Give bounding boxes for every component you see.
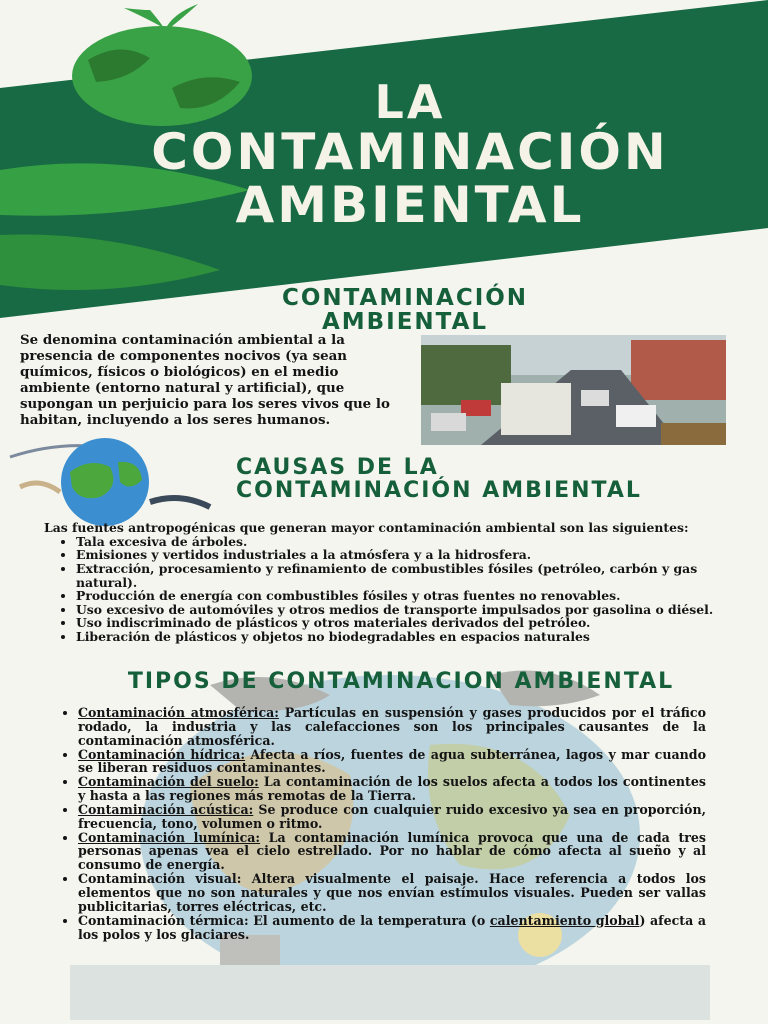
section3-heading: TIPOS DE CONTAMINACION AMBIENTAL (127, 669, 675, 694)
list-item: • Uso excesivo de automóviles y otros medios de transporte impulsados por gasolina o diésel. (76, 603, 744, 617)
list-item (78, 914, 706, 942)
types-section (46, 706, 706, 941)
list-item (78, 775, 706, 803)
list-item: • Liberación de plásticos y objetos no biodegradables en espacios naturales (76, 630, 744, 644)
section1-heading-line1: CONTAMINACIÓN (281, 285, 529, 311)
type-term: Contaminación hídrica: (78, 746, 246, 762)
list-item (78, 803, 706, 831)
causes-list (44, 535, 744, 644)
section2-heading-line2: CONTAMINACIÓN AMBIENTAL (236, 478, 642, 504)
type-text: Contaminación térmica: El aumento de la temperatura (o (78, 912, 490, 928)
title-line-1: LA (374, 75, 446, 129)
section1-body: Se denomina contaminación ambiental a la presencia de componentes nocivos (ya sean químicos, físicos o biológicos) en el medio ambiente (entorno natural y artificial), que supongan un perjuicio para los seres vivos que lo habitan, incluyendo a los seres humanos. (20, 332, 390, 429)
type-term: Contaminación del suelo: (78, 774, 259, 790)
list-item (78, 748, 706, 776)
list-item (78, 831, 706, 873)
list-item: • Emisiones y vertidos industriales a la atmósfera y a la hidrosfera. (76, 548, 744, 562)
list-item: • Uso indiscriminado de plásticos y otros materiales derivados del petróleo. (76, 616, 744, 630)
type-term: Contaminación acústica: (78, 801, 254, 817)
traffic-photo (421, 335, 726, 445)
section2-heading-line1: CAUSAS DE LA (236, 455, 439, 480)
type-text: La contaminación de los suelos afecta a todos los continentes y hasta a las regiones más remotas de la Tierra. (78, 774, 706, 804)
type-text: Partículas en suspensión y gases producidos por el tráfico rodado, la industria y las calefacciones son los principales causantes de la contaminación atmosférica. (78, 705, 706, 748)
section1-heading (240, 286, 570, 334)
type-text: ) afecta a los polos y los glaciares. (78, 912, 706, 942)
list-item: • Extracción, procesamiento y refinamiento de combustibles fósiles (petróleo, carbón y gas natural). (76, 562, 744, 589)
types-list (46, 706, 706, 941)
type-term: Contaminación lumínica: (78, 829, 261, 845)
type-text: Se produce con cualquier ruido excesivo ya sea en proporción, frecuencia, tono, volumen o ritmo. (78, 801, 706, 831)
list-item (78, 872, 706, 914)
list-item (78, 706, 706, 748)
type-term: Contaminación atmosférica: (78, 705, 279, 720)
list-item: • Tala excesiva de árboles. (76, 535, 744, 549)
earth-globe-icon (0, 432, 222, 527)
causes-intro: Las fuentes antropogénicas que generan mayor contaminación ambiental son las siguientes: (44, 520, 689, 535)
section2-heading (236, 456, 716, 502)
type-text: Afecta a ríos, fuentes de agua subterránea, lagos y mar cuando se liberan residuos contaminantes. (78, 746, 706, 776)
title-line-3: AMBIENTAL (235, 175, 585, 234)
causes-section (44, 521, 744, 644)
type-text: La contaminación lumínica provoca que una de cada tres personas apenas vea el cielo estrellado. Por no hablar de cómo afecta al sueño y al consumo de energía. (78, 829, 707, 873)
page-title (60, 75, 760, 234)
section1-heading-line2: AMBIENTAL (321, 309, 489, 336)
title-line-2: CONTAMINACIÓN (151, 123, 669, 182)
type-term: calentamiento global (489, 912, 640, 928)
type-text: Contaminación visual: Altera visualmente el paisaje. Hace referencia a todos los elementos que no son naturales y que nos envían estímulos visuales. Pueden ser vallas publicitarias, torres eléctricas, etc. (78, 871, 706, 914)
list-item: • Producción de energía con combustibles fósiles y otras fuentes no renovables. (76, 589, 744, 603)
